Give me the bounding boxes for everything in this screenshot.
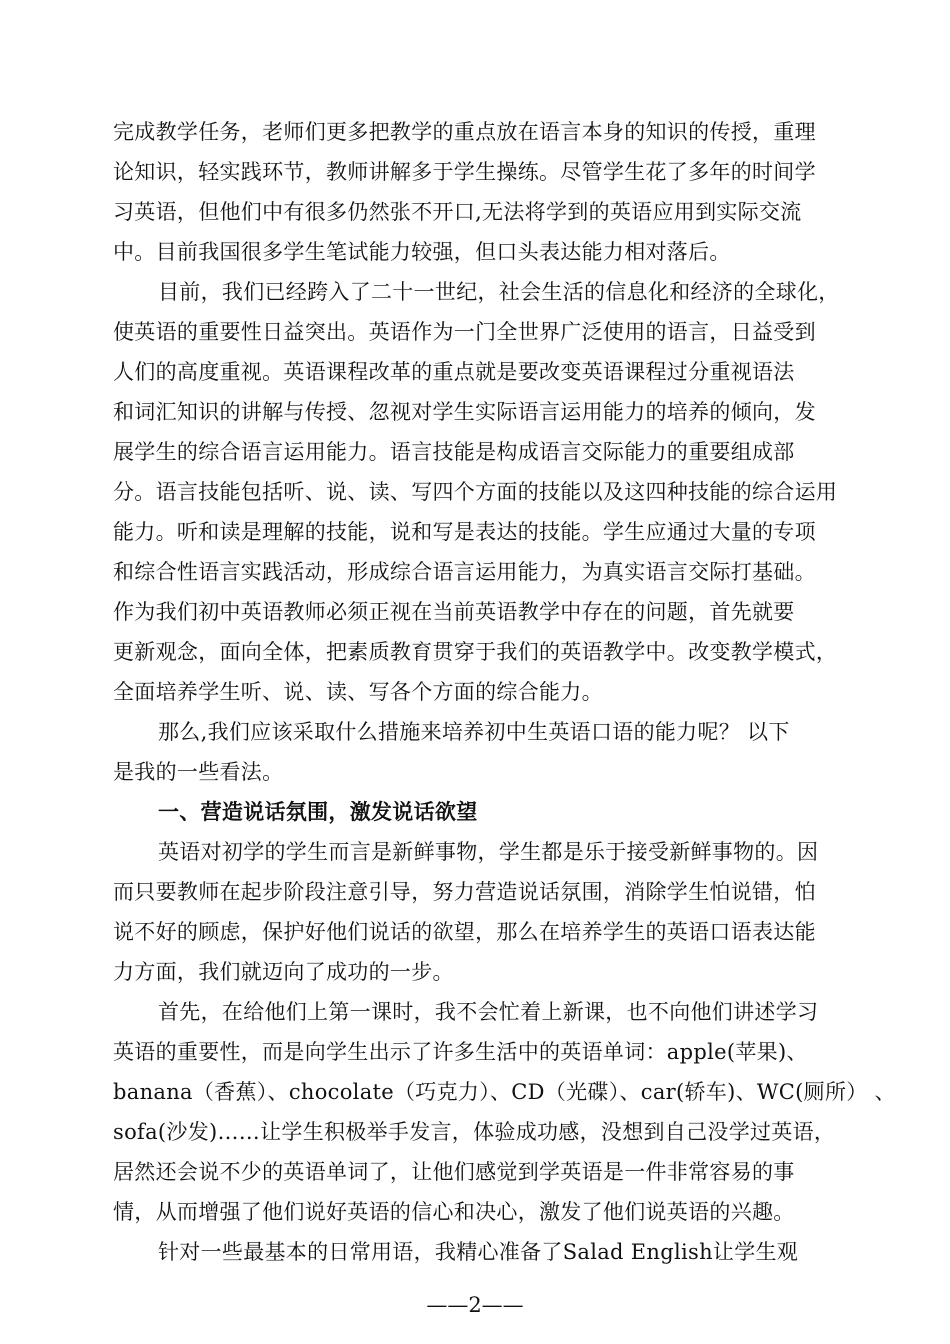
paragraph-line: 使英语的重要性日益突出。英语作为一门全世界广泛使用的语言，日益受到	[113, 320, 816, 344]
paragraph-line: 和综合性语言实践活动，形成综合语言运用能力，为真实语言交际打基础。	[113, 560, 816, 584]
paragraph-line: 完成教学任务，老师们更多把教学的重点放在语言本身的知识的传授，重理	[113, 120, 816, 144]
paragraph-line: 力方面，我们就迈向了成功的一步。	[113, 960, 454, 984]
paragraph-line: 分。语言技能包括听、说、读、写四个方面的技能以及这四种技能的综合运用	[113, 480, 838, 504]
paragraph-line: 而只要教师在起步阶段注意引导，努力营造说话氛围，消除学生怕说错，怕	[113, 880, 816, 904]
page-number: ——2——	[426, 1293, 524, 1317]
paragraph-line: 居然还会说不少的英语单词了，让他们感觉到学英语是一件非常容易的事	[113, 1160, 795, 1184]
paragraph-line: 中。目前我国很多学生笔试能力较强，但口头表达能力相对落后。	[113, 240, 731, 264]
paragraph-line: 英语的重要性，而是向学生出示了许多生活中的英语单词：apple(苹果)、	[113, 1040, 808, 1064]
paragraph-line: 那么,我们应该采取什么措施来培养初中生英语口语的能力呢？ 以下	[158, 720, 790, 744]
paragraph-line: 是我的一些看法。	[113, 760, 284, 784]
paragraph-line: 人们的高度重视。英语课程改革的重点就是要改变英语课程过分重视语法	[113, 360, 795, 384]
paragraph-line: 目前，我们已经跨入了二十一世纪，社会生活的信息化和经济的全球化，	[158, 280, 840, 304]
paragraph-line: 情，从而增强了他们说好英语的信心和决心，激发了他们说英语的兴趣。	[113, 1200, 795, 1224]
paragraph-line: 能力。听和读是理解的技能，说和写是表达的技能。学生应通过大量的专项	[113, 520, 816, 544]
paragraph-line: 针对一些最基本的日常用语，我精心准备了Salad English让学生观	[158, 1240, 799, 1264]
section-heading: 一、营造说话氛围，激发说话欲望	[158, 800, 478, 824]
paragraph-line: 更新观念，面向全体，把素质教育贯穿于我们的英语教学中。改变教学模式，	[113, 640, 838, 664]
paragraph-line: 习英语，但他们中有很多仍然张不开口,无法将学到的英语应用到实际交流	[113, 200, 802, 224]
paragraph-line: 展学生的综合语言运用能力。语言技能是构成语言交际能力的重要组成部	[113, 440, 795, 464]
paragraph-line: 作为我们初中英语教师必须正视在当前英语教学中存在的问题，首先就要	[113, 600, 795, 624]
paragraph-line: 论知识，轻实践环节，教师讲解多于学生操练。尽管学生花了多年的时间学	[113, 160, 816, 184]
paragraph-line: banana（香蕉）、chocolate（巧克力）、CD（光碟）、car(轿车)、WC(厕所） 、	[113, 1080, 896, 1104]
paragraph-line: 和词汇知识的讲解与传授、忽视对学生实际语言运用能力的培养的倾向，发	[113, 400, 816, 424]
paragraph-line: sofa(沙发)……让学生积极举手发言，体验成功感，没想到自己没学过英语，	[113, 1120, 836, 1144]
paragraph-line: 英语对初学的学生而言是新鲜事物，学生都是乐于接受新鲜事物的。因	[158, 840, 819, 864]
paragraph-line: 说不好的顾虑，保护好他们说话的欲望，那么在培养学生的英语口语表达能	[113, 920, 816, 944]
paragraph-line: 全面培养学生听、说、读、写各个方面的综合能力。	[113, 680, 603, 704]
paragraph-line: 首先，在给他们上第一课时，我不会忙着上新课，也不向他们讲述学习	[158, 1000, 819, 1024]
